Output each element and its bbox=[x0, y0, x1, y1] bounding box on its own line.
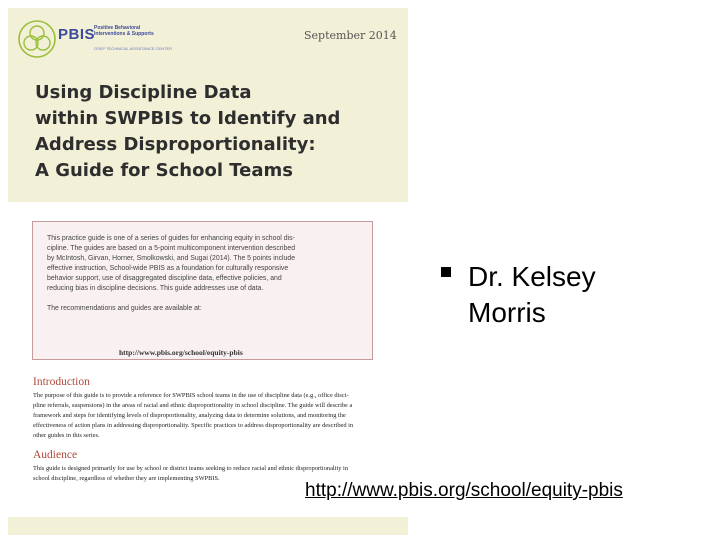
introduction-heading: Introduction bbox=[33, 376, 90, 388]
logo-subline: OSEP TECHNICAL ASSISTANCE CENTER bbox=[94, 46, 173, 51]
document-date: September 2014 bbox=[304, 29, 397, 42]
audience-heading: Audience bbox=[33, 449, 78, 461]
logo-wordmark: PBIS bbox=[58, 26, 96, 43]
audience-paragraph: This guide is designed primarily for use by school or district teams seeking to reduce racial and ethnic disproportionality in school discipline, regardless of whether they are implementing SWPBIS. bbox=[33, 465, 349, 482]
document-title: Using Discipline Data within SWPBIS to Identify and Address Disproportionality: A Guide for School Teams bbox=[35, 82, 341, 181]
logo-tagline: Positive Behavioral Interventions & Supports bbox=[94, 25, 154, 37]
summary-link: http://www.pbis.org/school/equity-pbis bbox=[119, 348, 243, 357]
equity-pbis-link[interactable]: http://www.pbis.org/school/equity-pbis bbox=[305, 480, 623, 501]
document-header bbox=[8, 8, 408, 202]
presenter-name: Dr. Kelsey Morris bbox=[468, 261, 596, 328]
summary-text: This practice guide is one of a series of guides for enhancing equity in school dis- cipline. The guides are based on a 5-point multicomponent intervention described by McIntosh, Girvan, Horner, Smolkowski, and Sugai (2014). The 5 points include effective instruction, School-wide PBIS as a foundation for culturally responsive behavior support, use of disaggregated discipline data, effective policies, and reducing bias in discipline decisions. This guide addresses use of data. The recommendations and guides are available at: bbox=[47, 235, 296, 312]
introduction-paragraph: The purpose of this guide is to provide a reference for SWPBIS school teams in the use of discipline data (e.g., office disci- pline referrals, suspensions) in the areas of racial and ethnic disproportionality in school discipline. The guide will describe a framework and steps for identifying levels of disproportionality, analyzing data to determine solutions, and monitoring the effectiveness of action plans in addressing disproportionality. Specific practices to address disproportionality are described in other guides in this series. bbox=[33, 392, 354, 439]
square-bullet-icon bbox=[441, 267, 451, 277]
document-footer-band bbox=[8, 517, 408, 535]
document-page-image bbox=[8, 8, 408, 535]
pbis-logo-icon bbox=[17, 19, 57, 59]
summary-box bbox=[32, 221, 373, 360]
